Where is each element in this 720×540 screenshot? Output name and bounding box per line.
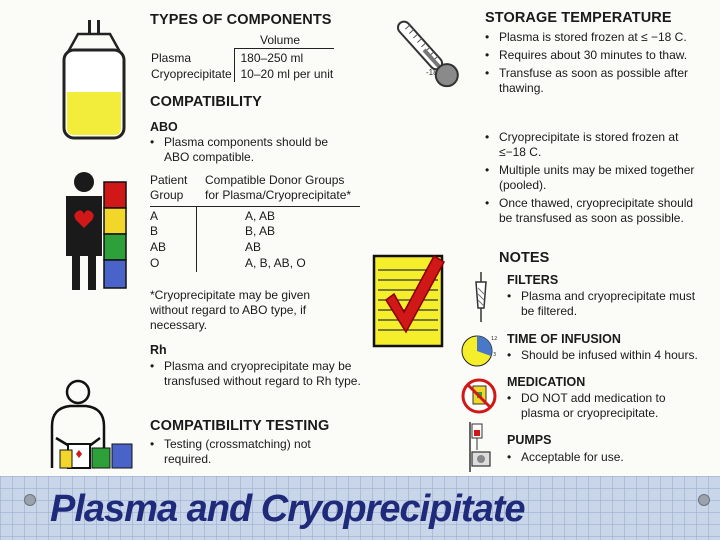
types-heading: TYPES OF COMPONENTS [150, 12, 332, 28]
list-item: • Once thawed, cryoprecipitate should be transfused as soon as possible. [485, 196, 700, 226]
rh-heading: Rh [150, 343, 167, 357]
list-item: • Plasma components should be ABO compatible. [150, 135, 350, 165]
patient-group-cell: B [150, 224, 159, 238]
storage-heading: STORAGE TEMPERATURE [485, 10, 672, 26]
abo-list [150, 135, 350, 165]
clock-icon [461, 334, 497, 368]
pumps-list [507, 450, 697, 465]
list-item: • Acceptable for use. [507, 450, 697, 465]
pumps-heading: PUMPS [507, 433, 552, 447]
list-item: • Testing (crossmatching) not required. [150, 437, 350, 467]
types-table [150, 32, 334, 82]
list-item: • Plasma is stored frozen at ≤ −18 C. [485, 30, 700, 45]
list-item: • Cryoprecipitate is stored frozen at ≤−18 C. [485, 130, 700, 160]
donor-group-cell: B, AB [245, 224, 276, 238]
list-item: • Requires about 30 minutes to thaw. [485, 48, 700, 63]
svg-text:3: 3 [493, 352, 497, 358]
donor-group-cell: AB [245, 240, 262, 254]
time-of-infusion-heading: TIME OF INFUSION [507, 332, 621, 346]
compatibility-heading: COMPATIBILITY [150, 94, 262, 110]
no-medication-icon [461, 378, 497, 414]
thermometer-label: -18 [426, 68, 438, 77]
patient-group-cell: AB [150, 240, 167, 254]
rivet-left [24, 494, 36, 506]
blood-group-person-icon [60, 170, 132, 296]
title-banner [0, 476, 720, 540]
testing-person-icon [40, 378, 140, 474]
thermometer-icon [385, 18, 475, 98]
pump-icon [464, 422, 494, 472]
abo-heading: ABO [150, 120, 178, 134]
table-cell: 10–20 ml per unit [234, 66, 334, 82]
table-cell: Cryoprecipitate [151, 67, 232, 81]
medication-heading: MEDICATION [507, 375, 586, 389]
checkmark-notepad-icon [372, 250, 452, 350]
table-cell: 180–250 ml [234, 49, 334, 67]
notes-heading: NOTES [499, 250, 550, 266]
donor-groups-header: Compatible Donor Groups for Plasma/Cryoprecipitate* [205, 173, 352, 202]
list-item: • Multiple units may be mixed together (pooled). [485, 163, 700, 193]
list-item: • Plasma and cryoprecipitate may be transfused without regard to Rh type. [150, 359, 370, 389]
medication-list [507, 391, 697, 421]
patient-group-cell: O [150, 256, 160, 270]
infusion-list [507, 348, 717, 363]
storage-list-plasma [485, 30, 700, 96]
list-item: • Transfuse as soon as possible after thawing. [485, 66, 700, 96]
abo-table-hline [150, 206, 360, 207]
compatibility-testing-heading: COMPATIBILITY TESTING [150, 418, 330, 434]
patient-group-cell: A [150, 209, 159, 223]
filters-heading: FILTERS [507, 273, 559, 287]
donor-group-cell: A, B, AB, O [245, 256, 306, 270]
filter-icon [474, 272, 488, 322]
patient-group-header: Patient Group [150, 173, 188, 202]
abo-table-vline [196, 206, 197, 272]
plasma-bag-icon [58, 20, 130, 140]
list-item: • Plasma and cryoprecipitate must be filtered. [507, 289, 702, 319]
list-item: • DO NOT add medication to plasma or cryoprecipitate. [507, 391, 697, 421]
rivet-right [698, 494, 710, 506]
page-title: Plasma and Cryoprecipitate [50, 488, 525, 530]
table-cell: Plasma [151, 50, 192, 65]
testing-list [150, 437, 350, 467]
svg-text:12: 12 [491, 336, 497, 342]
rh-list [150, 359, 370, 389]
filters-list [507, 289, 702, 319]
abo-footnote: *Cryoprecipitate may be given without regard to ABO type, if necessary. [150, 288, 311, 332]
donor-group-cell: A, AB [245, 209, 276, 223]
volume-column-header: Volume [234, 32, 334, 49]
storage-list-cryo [485, 130, 700, 226]
list-item: • Should be infused within 4 hours. [507, 348, 717, 363]
